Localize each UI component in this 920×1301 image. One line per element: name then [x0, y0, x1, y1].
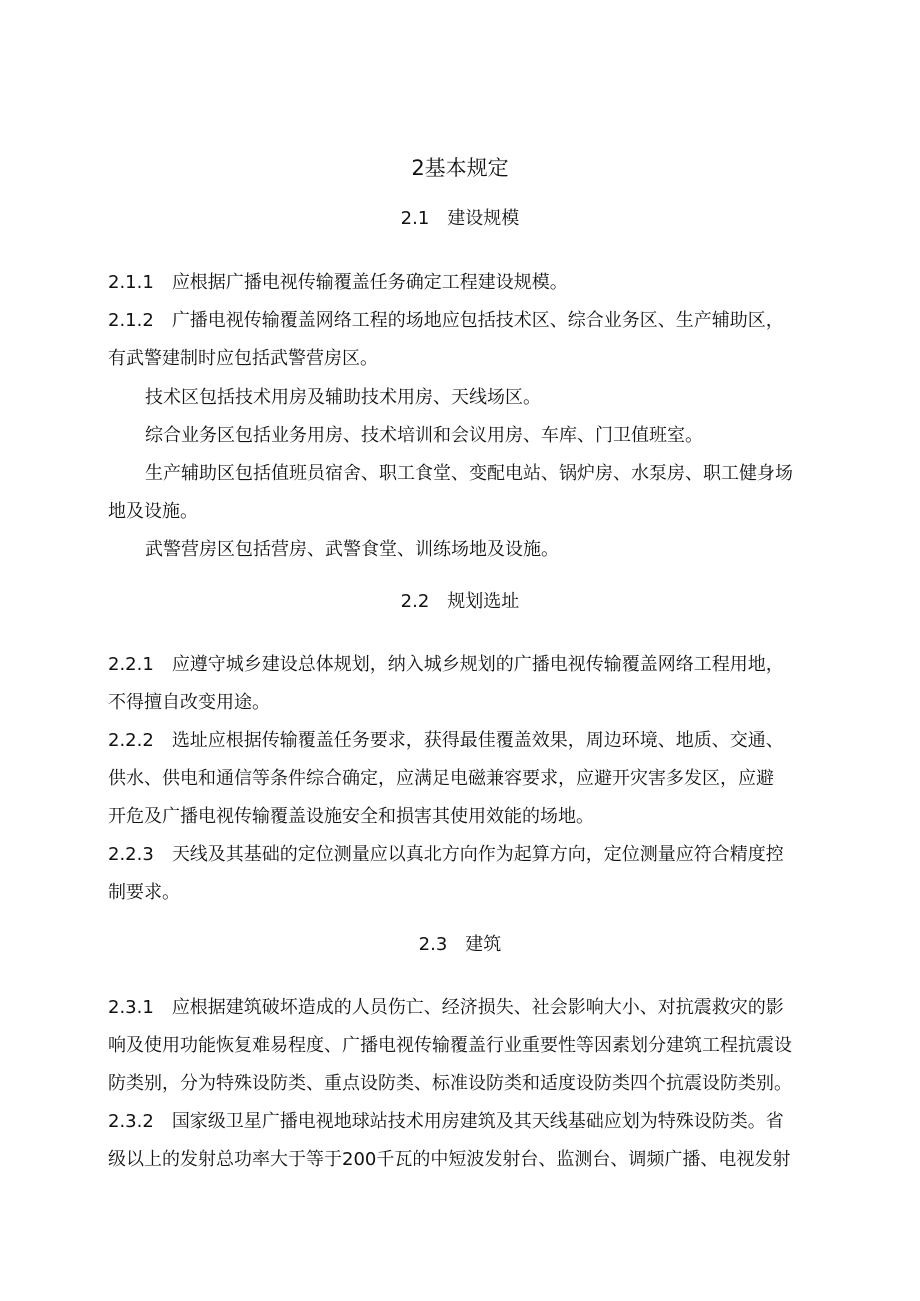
clause-text: 广播电视传输覆盖网络工程的场地应包括技术区、综合业务区、生产辅助区， — [171, 310, 784, 331]
paragraph-continued: 地及设施。 — [108, 501, 198, 522]
clause-2-1-2 — [108, 309, 784, 333]
clause-text-continued: 不得擅自改变用途。 — [108, 692, 270, 713]
clause-text-continued: 开危及广播电视传输覆盖设施安全和损害其使用效能的场地。 — [108, 806, 594, 827]
section-heading-2-3: 2.3 建筑 — [418, 934, 502, 955]
clause-2-3-2 — [108, 1110, 784, 1134]
clause-number: 2.2.2 — [108, 730, 154, 751]
clause-text-continued: 响及使用功能恢复难易程度、广播电视传输覆盖行业重要性等因素划分建筑工程抗震设 — [108, 1035, 792, 1056]
section-heading-2-1: 2.1 建设规模 — [400, 208, 520, 229]
chapter-title: 2基本规定 — [411, 156, 509, 180]
clause-2-1-1 — [108, 271, 568, 295]
clause-text: 天线及其基础的定位测量应以真北方向作为起算方向，定位测量应符合精度控 — [171, 844, 784, 865]
clause-text: 选址应根据传输覆盖任务要求，获得最佳覆盖效果，周边环境、地质、交通、 — [171, 730, 784, 751]
clause-text: 应遵守城乡建设总体规划，纳入城乡规划的广播电视传输覆盖网络工程用地， — [171, 654, 784, 675]
clause-text: 应根据建筑破坏造成的人员伤亡、经济损失、社会影响大小、对抗震救灾的影 — [171, 997, 784, 1018]
clause-number: 2.3.2 — [108, 1111, 154, 1132]
paragraph: 武警营房区包括营房、武警食堂、训练场地及设施。 — [145, 539, 559, 560]
clause-text-continued: 供水、供电和通信等条件综合确定，应满足电磁兼容要求，应避开灾害多发区，应避 — [108, 768, 774, 789]
clause-2-3-1 — [108, 996, 784, 1020]
clause-number: 2.3.1 — [108, 997, 154, 1018]
clause-2-2-1 — [108, 653, 784, 677]
clause-text: 国家级卫星广播电视地球站技术用房建筑及其天线基础应划为特殊设防类。省 — [171, 1111, 784, 1132]
clause-number: 2.2.1 — [108, 654, 154, 675]
clause-text-continued: 防类别，分为特殊设防类、重点设防类、标准设防类和适度设防类四个抗震设防类别。 — [108, 1073, 792, 1094]
clause-2-2-3 — [108, 843, 784, 867]
clause-number: 2.2.3 — [108, 844, 154, 865]
clause-number: 2.1.1 — [108, 272, 154, 293]
paragraph: 技术区包括技术用房及辅助技术用房、天线场区。 — [145, 387, 541, 408]
clause-text: 应根据广播电视传输覆盖任务确定工程建设规模。 — [171, 272, 568, 293]
clause-text-continued: 级以上的发射总功率大于等于200千瓦的中短波发射台、监测台、调频广播、电视发射 — [108, 1149, 791, 1170]
paragraph: 综合业务区包括业务用房、技术培训和会议用房、车库、门卫值班室。 — [145, 425, 703, 446]
clause-text-continued: 制要求。 — [108, 882, 180, 903]
clause-2-2-2 — [108, 729, 784, 753]
paragraph: 生产辅助区包括值班员宿舍、职工食堂、变配电站、锅炉房、水泵房、职工健身场 — [145, 463, 793, 484]
section-heading-2-2: 2.2 规划选址 — [400, 591, 520, 612]
clause-number: 2.1.2 — [108, 310, 154, 331]
clause-text-continued: 有武警建制时应包括武警营房区。 — [108, 348, 378, 369]
